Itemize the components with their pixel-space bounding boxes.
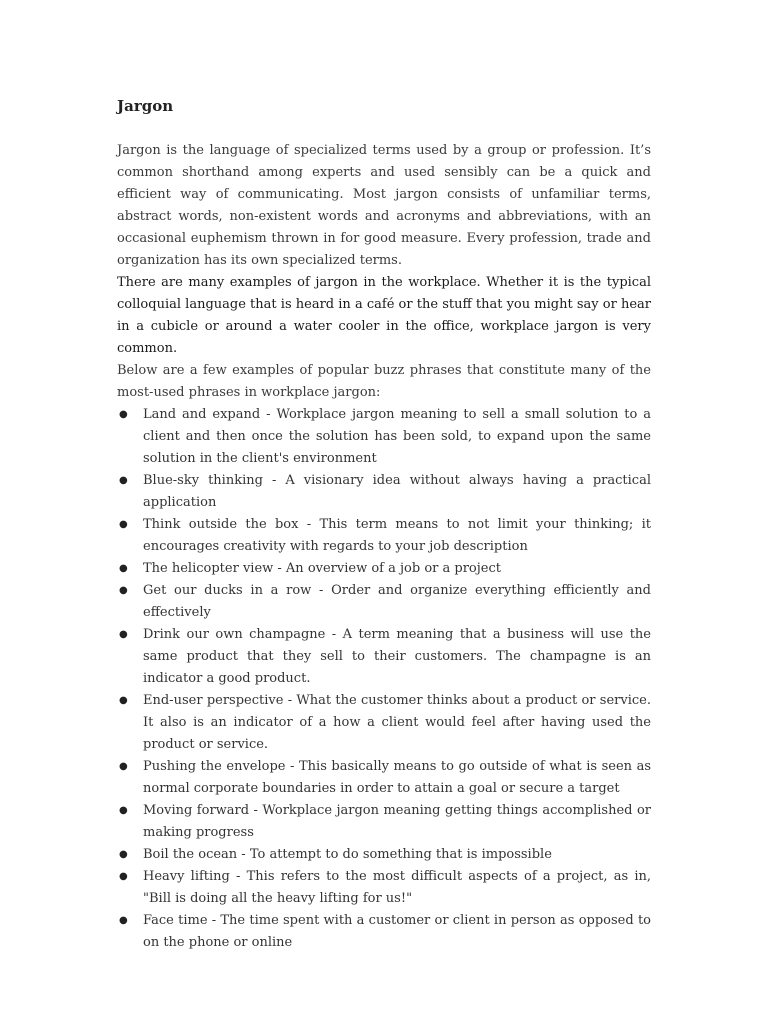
- list-item: [117, 844, 651, 866]
- bullet-icon: ●: [119, 761, 128, 772]
- intro-paragraph: Jargon is the language of specialized terms used by a group or profession. It’s common shorthand among experts and used sensibly can be a quick and efficient way of communicating. Most jargon consists of unfamiliar terms, abstract words, non-existent words and acronyms and abbreviations, with an occasional euphemism thrown in for good measure. Every profession, trade and organization has its own specialized terms.: [117, 143, 651, 268]
- bullet-icon: ●: [119, 695, 128, 706]
- list-item: [117, 404, 651, 470]
- bullet-icon: ●: [119, 563, 128, 574]
- bullet-icon: ●: [119, 475, 128, 486]
- jargon-list: [117, 404, 651, 954]
- list-item: [117, 580, 651, 624]
- list-item-text: Land and expand - Workplace jargon meaning to sell a small solution to a client and then once the solution has been sold, to expand upon the same solution in the client's environment: [143, 407, 651, 466]
- bullet-icon: ●: [119, 629, 128, 640]
- list-item-text: The helicopter view - An overview of a job or a project: [143, 561, 501, 576]
- list-item: [117, 624, 651, 690]
- list-item: [117, 470, 651, 514]
- bullet-icon: ●: [119, 409, 128, 420]
- list-item: [117, 910, 651, 954]
- list-item: [117, 866, 651, 910]
- list-item-text: Boil the ocean - To attempt to do something that is impossible: [143, 847, 552, 862]
- list-item-text: Pushing the envelope - This basically means to go outside of what is seen as normal corporate boundaries in order to attain a goal or secure a target: [143, 759, 651, 796]
- workplace-paragraph: There are many examples of jargon in the workplace. Whether it is the typical colloquial language that is heard in a café or the stuff that you might say or hear in a cubicle or around a water cooler in the office, workplace jargon is very common.: [117, 275, 651, 356]
- document-body: [117, 140, 651, 954]
- list-item-text: Heavy lifting - This refers to the most difficult aspects of a project, as in, "Bill is doing all the heavy lifting for us!": [143, 869, 651, 906]
- list-item-text: Get our ducks in a row - Order and organize everything efficiently and effectively: [143, 583, 651, 620]
- bullet-icon: ●: [119, 585, 128, 596]
- list-item-text: Face time - The time spent with a customer or client in person as opposed to on the phone or online: [143, 913, 651, 950]
- bullet-icon: ●: [119, 519, 128, 530]
- bullet-icon: ●: [119, 805, 128, 816]
- bullet-icon: ●: [119, 871, 128, 882]
- list-item-text: Blue-sky thinking - A visionary idea without always having a practical application: [143, 473, 651, 510]
- bullet-icon: ●: [119, 915, 128, 926]
- page-title: Jargon: [117, 97, 174, 115]
- list-item-text: Moving forward - Workplace jargon meaning getting things accomplished or making progress: [143, 803, 651, 840]
- list-item-text: Think outside the box - This term means to not limit your thinking; it encourages creativity with regards to your job description: [143, 517, 651, 554]
- list-item: [117, 690, 651, 756]
- list-item: [117, 756, 651, 800]
- list-item: [117, 800, 651, 844]
- list-item: [117, 514, 651, 558]
- list-item-text: End-user perspective - What the customer thinks about a product or service. It also is an indicator of a how a client would feel after having used the product or service.: [143, 693, 651, 752]
- list-item: [117, 558, 651, 580]
- buzz-phrases-paragraph: Below are a few examples of popular buzz phrases that constitute many of the most-used phrases in workplace jargon:: [117, 363, 651, 400]
- bullet-icon: ●: [119, 849, 128, 860]
- list-item-text: Drink our own champagne - A term meaning that a business will use the same product that they sell to their customers. The champagne is an indicator a good product.: [143, 627, 651, 686]
